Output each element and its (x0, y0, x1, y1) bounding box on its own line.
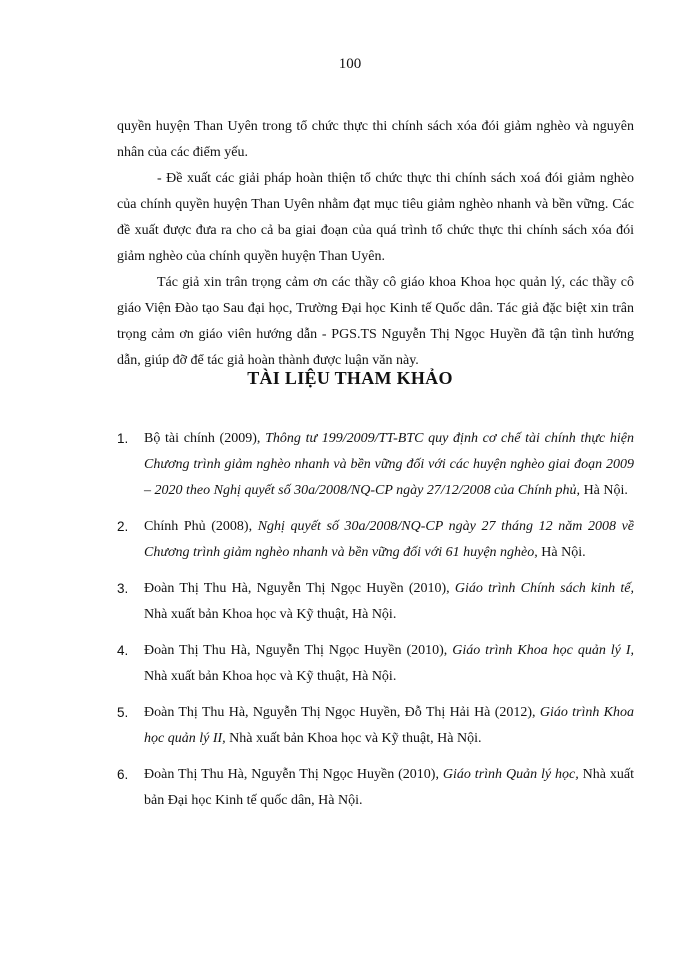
reference-number: 2. (117, 519, 129, 534)
reference-title: Thông tư 199/2009/TT-BTC quy định cơ chế tài chính thực hiện Chương trình giảm nghèo nhanh và bền vững đối với các huyện nghèo giai đoạn 2009 – 2020 theo Nghị quyết số 30a/2008/NQ-CP ngày 27/12/2008 của Chính phủ, (144, 431, 635, 498)
reference-number: 1. (117, 431, 129, 446)
reference-number: 6. (117, 767, 129, 782)
reference-text (144, 426, 634, 504)
reference-author: Đoàn Thị Thu Hà, Nguyễn Thị Ngọc Huyền (2010), (144, 643, 453, 658)
reference-author: Đoàn Thị Thu Hà, Nguyễn Thị Ngọc Huyền, Đỗ Thị Hải Hà (2012), (144, 705, 540, 720)
reference-item (117, 700, 634, 752)
reference-title: Giáo trình Quản lý học, (442, 767, 579, 782)
reference-publisher: , Hà Nội. (534, 545, 586, 560)
reference-publisher: Hà Nội. (580, 483, 628, 498)
reference-publisher: Nhà xuất bản Khoa học và Kỹ thuật, Hà Nội. (225, 731, 482, 746)
paragraph: Tác giả xin trân trọng cảm ơn các thầy cô giáo khoa Khoa học quản lý, các thầy cô giáo Viện Đào tạo Sau đại học, Trường Đại học Kinh tế Quốc dân. Tác giả đặc biệt xin trân trọng cảm ơn giáo viên hướng dẫn - PGS.TS Nguyễn Thị Ngọc Huyền đã tận tình hướng dẫn, giúp đỡ để tác giả hoàn thành được luận văn này. (117, 275, 634, 368)
reference-item (117, 576, 634, 628)
reference-author: Chính Phủ (2008), (144, 519, 258, 534)
reference-text (144, 762, 634, 814)
reference-number: 5. (117, 705, 129, 720)
reference-publisher: Nhà xuất bản Khoa học và Kỹ thuật, Hà Nội. (144, 669, 397, 684)
reference-item (117, 426, 634, 504)
paragraph: - Đề xuất các giải pháp hoàn thiện tổ chức thực thi chính sách xoá đói giảm nghèo của chính quyền huyện Than Uyên nhằm đạt mục tiêu giảm nghèo nhanh và bền vững. Các đề xuất được đưa ra cho cả ba giai đoạn của quá trình tổ chức thực thi chính sách xóa đói giảm nghèo của chính quyền huyện Than Uyên. (117, 171, 634, 264)
reference-author: Đoàn Thị Thu Hà, Nguyễn Thị Ngọc Huyền (2010), (144, 581, 455, 596)
references-heading: TÀI LIỆU THAM KHẢO (247, 368, 453, 388)
references-list (117, 426, 634, 824)
reference-title: Nghị quyết số 30a/2008/NQ-CP ngày 27 tháng 12 năm 2008 về Chương trình giảm nghèo nhanh và bền vững đối với 61 huyện nghèo (144, 519, 634, 560)
reference-text (144, 576, 634, 628)
reference-title: Giáo trình Khoa học quản lý II, (144, 705, 634, 746)
reference-author: Bộ tài chính (2009), (144, 431, 266, 446)
reference-title: Giáo trình Khoa học quản lý I, (452, 643, 634, 658)
reference-publisher: Nhà xuất bản Đại học Kinh tế quốc dân, Hà Nội. (144, 767, 634, 808)
reference-number: 4. (117, 643, 129, 658)
body-text (117, 114, 634, 374)
reference-text (144, 638, 634, 690)
reference-author: Đoàn Thị Thu Hà, Nguyễn Thị Ngọc Huyền (2010), (144, 767, 443, 782)
reference-text (144, 514, 634, 566)
paragraph: quyền huyện Than Uyên trong tổ chức thực thi chính sách xóa đói giảm nghèo và nguyên nhân của các điểm yếu. (117, 119, 634, 160)
reference-item (117, 762, 634, 814)
reference-item (117, 638, 634, 690)
reference-item (117, 514, 634, 566)
reference-text (144, 700, 634, 752)
reference-title: Giáo trình Chính sách kinh tế, (454, 581, 634, 596)
reference-number: 3. (117, 581, 129, 596)
page-number: 100 (338, 56, 362, 72)
reference-publisher: Nhà xuất bản Khoa học và Kỹ thuật, Hà Nội. (144, 607, 397, 622)
